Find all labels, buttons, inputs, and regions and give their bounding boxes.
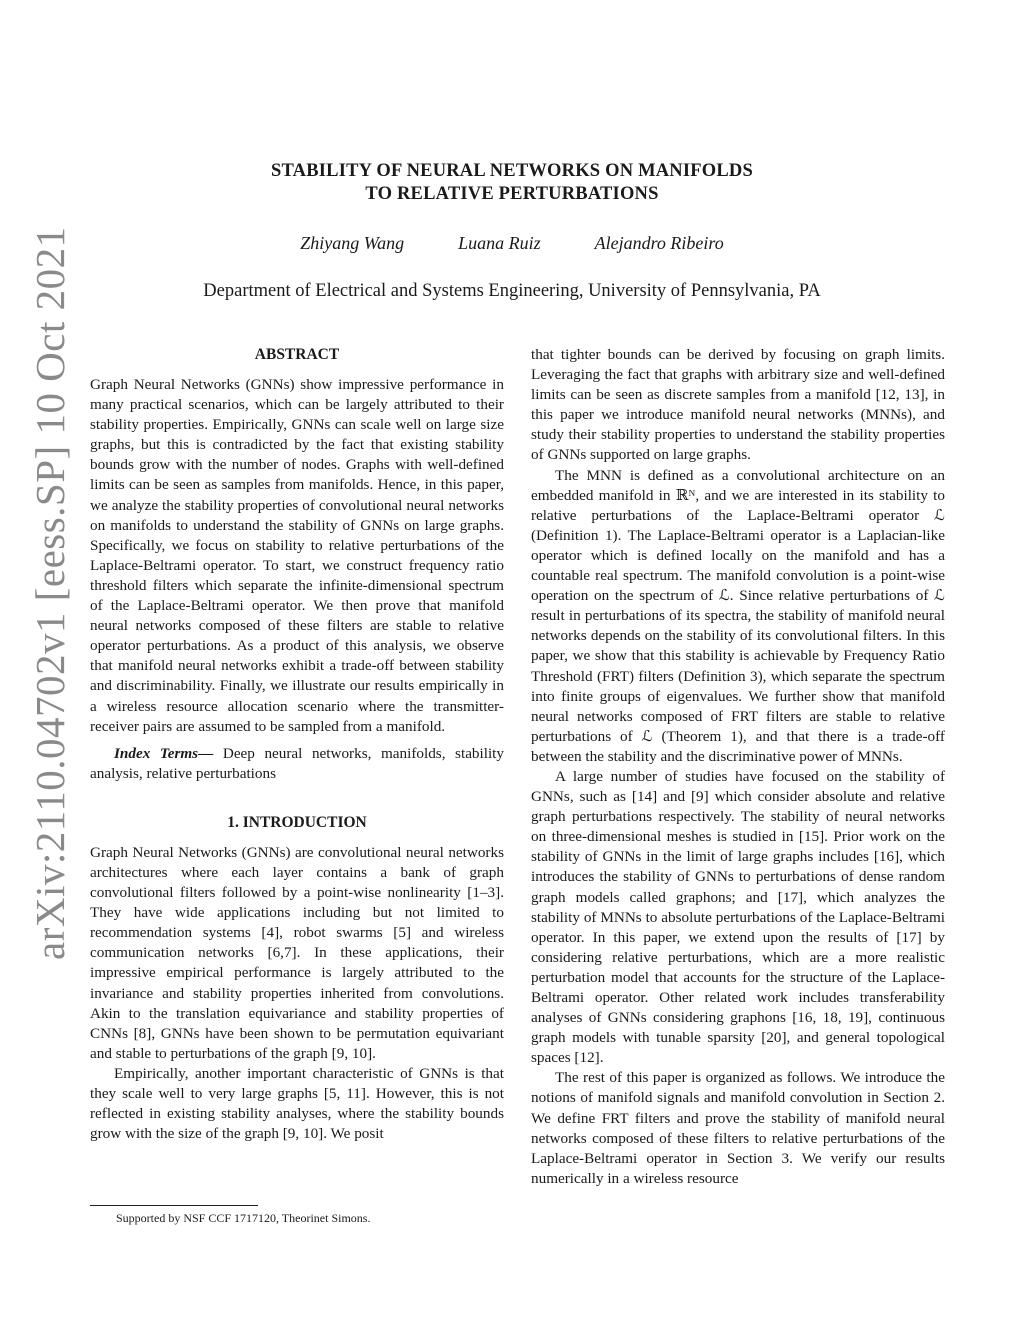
right-paragraph-3: A large number of studies have focused on the stability of GNNs, such as [14] and [9] which consider absolute and relative graph perturbations respectively. The stability of neural networks on three-dimensional meshes is studied in [15]. Prior work on the stability of GNNs in the limit of large graphs includes [16], which introduces the stability of GNNs to perturbations of dense random graph models called graphons; and [17], which analyzes the stability of MNNs to absolute perturbations of the Laplace-Beltrami operator. In this paper, we extend upon the results of [17] by considering relative perturbations, which are a more realistic perturbation model that accounts for the structure of the Laplace-Beltrami operator. Other related work includes transferability analyses of GNNs considering graphons [16, 18, 19], continuous graph models with tunable sparsity [20], and general topological spaces [12]. [531, 767, 945, 1067]
right-column [531, 345, 945, 1189]
index-terms-text: Deep neural networks, manifolds, stability analysis, relative perturbations [90, 744, 504, 782]
footnote-rule [90, 1205, 258, 1206]
affiliation: Department of Electrical and Systems Engineering, University of Pennsylvania, PA [203, 281, 821, 301]
footnote: Supported by NSF CCF 1717120, Theorinet Simons. [116, 1211, 371, 1225]
abstract-text: Graph Neural Networks (GNNs) show impressive performance in many practical scenarios, which can be largely attributed to their stability properties. Empirically, GNNs can scale well on large size graphs, but this is contradicted by the fact that existing stability bounds grow with the number of nodes. Graphs with well-defined limits can be seen as samples from manifolds. Hence, in this paper, we analyze the stability properties of convolutional neural networks on manifolds to understand the stability of GNNs on large graphs. Specifically, we focus on stability to relative perturbations of the Laplace-Beltrami operator. To start, we construct frequency ratio threshold filters which separate the infinite-dimensional spectrum of the Laplace-Beltrami operator. We then prove that manifold neural networks composed of these filters are stable to relative operator perturbations. As a product of this analysis, we observe that manifold neural networks exhibit a trade-off between stability and discriminability. Finally, we illustrate our results empirically in a wireless resource allocation scenario where the transmitter-receiver pairs are assumed to be sampled from a manifold. [90, 376, 504, 735]
intro-paragraph-2: Empirically, another important characteristic of GNNs is that they scale well to very large graphs [5, 11]. However, this is not reflected in existing stability analyses, where the stability bounds grow with the size of the graph [9, 10]. We posit [90, 1064, 504, 1143]
introduction-heading: 1. INTRODUCTION [227, 813, 367, 831]
author-name: Alejandro Ribeiro [594, 233, 724, 253]
paper-title-line-1: STABILITY OF NEURAL NETWORKS ON MANIFOLDS [271, 161, 753, 181]
index-terms [90, 744, 504, 784]
abstract-heading: ABSTRACT [254, 346, 340, 363]
right-paragraph-1: that tighter bounds can be derived by focusing on graph limits. Leveraging the fact that graphs with arbitrary size and well-defined limits can be seen as discrete samples from a manifold [12, 13], in this paper we introduce manifold neural networks (MNNs), and study their stability properties to understand the stability properties of GNNs supported on large graphs. [531, 346, 945, 464]
index-terms-label: Index Terms— [114, 744, 214, 762]
author-name: Zhiyang Wang [300, 233, 405, 253]
intro-paragraph-1: Graph Neural Networks (GNNs) are convolutional neural networks architectures where each layer contains a bank of graph convolutional filters followed by a point-wise nonlinearity [1–3]. They have wide applications including but not limited to recommendation systems [4], robot swarms [5] and wireless communication networks [6,7]. In these applications, their impressive empirical performance is largely attributed to the invariance and stability properties inherited from convolutions. Akin to the translation equivariance and stability properties of CNNs [8], GNNs have been shown to be permutation equivariant and stable to perturbations of the graph [9, 10]. [90, 843, 504, 1062]
right-paragraph-4: The rest of this paper is organized as follows. We introduce the notions of manifold signals and manifold convolution in Section 2. We define FRT filters and prove the stability of manifold neural networks composed of these filters to relative perturbations of the Laplace-Beltrami operator in Section 3. We verify our results numerically in a wireless resource [531, 1069, 945, 1187]
arxiv-identifier: arXiv:2110.04702v1 [eess.SP] 10 Oct 2021 [27, 226, 73, 960]
left-column [90, 345, 504, 1144]
paper-title-line-2: TO RELATIVE PERTURBATIONS [365, 184, 659, 204]
author-list [0, 232, 1024, 254]
author-name: Luana Ruiz [458, 233, 541, 253]
right-paragraph-2: The MNN is defined as a convolutional architecture on an embedded manifold in ℝᴺ, and we are interested in its stability to relative perturbations of the Laplace-Beltrami operator ℒ (Definition 1). The Laplace-Beltrami operator is a Laplacian-like operator which is defined locally on the manifold and has a countable real spectrum. The manifold convolution is a point-wise operation on the spectrum of ℒ. Since relative perturbations of ℒ result in perturbations of its spectra, the stability of manifold neural networks depends on the stability of its convolutional filters. In this paper, we show that this stability is achievable by Frequency Ratio Threshold (FRT) filters (Definition 3), which separate the spectrum into finite groups of eigenvalues. We further show that manifold neural networks composed of FRT filters are stable to relative perturbations of ℒ (Theorem 1), and that there is a trade-off between the stability and the discriminative power of MNNs. [531, 466, 945, 765]
